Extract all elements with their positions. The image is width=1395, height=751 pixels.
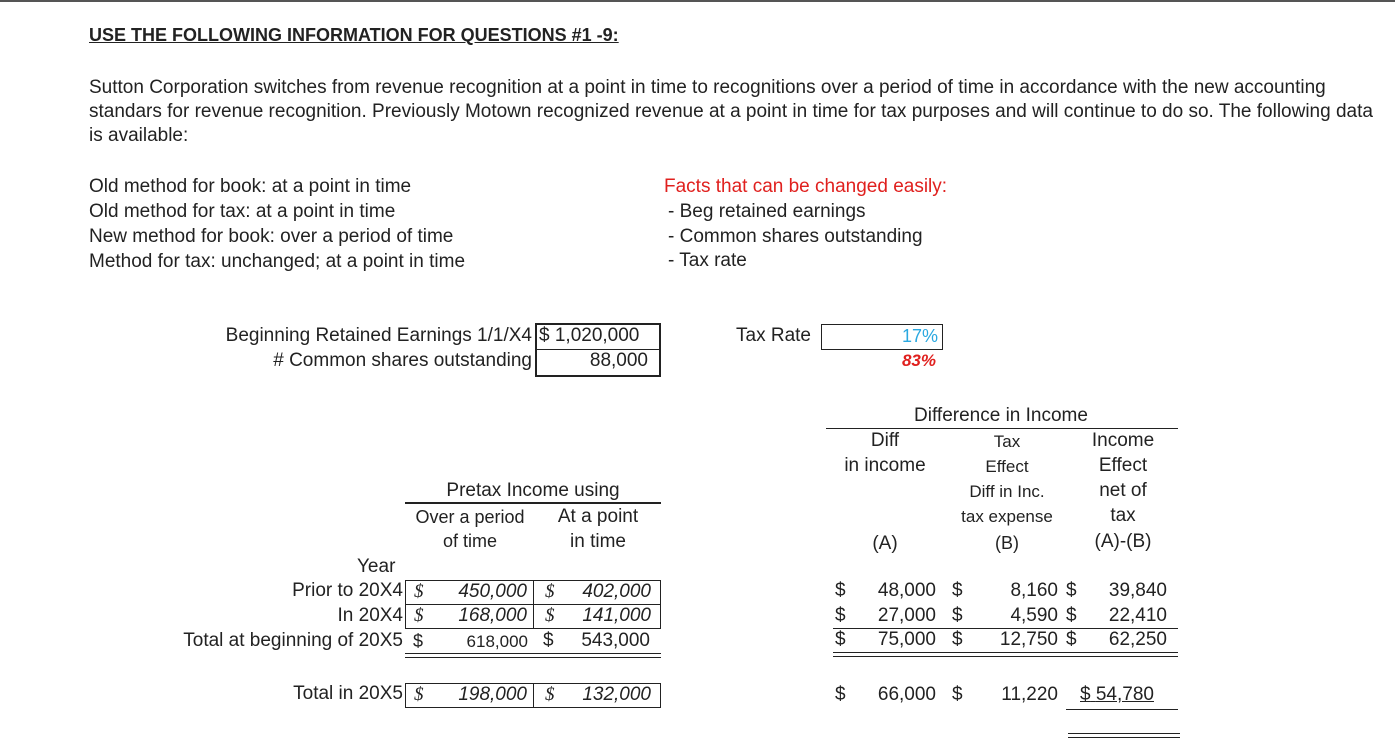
over-period-input[interactable] (405, 580, 534, 605)
intro-paragraph: Sutton Corporation switches from revenue recognition at a point in time to recognitions over a period of time in accordance with the new accounting standars for revenue recognition. Previously Motown recognized revenue at a point in time for tax purposes and will continue to do so. The following data is available: (89, 77, 1373, 146)
diff-b-value: 11,220 (1001, 684, 1058, 705)
total-underline (1066, 709, 1178, 710)
row-label: In 20X4 (337, 605, 403, 626)
double-underline (833, 652, 1178, 653)
dollar-sign: $ (952, 684, 963, 705)
dollar-sign: $ (835, 629, 846, 650)
over-period-value: 450,000 (458, 581, 527, 602)
colA-head: Diff (870, 430, 900, 451)
tax-rate-label: Tax Rate (736, 325, 811, 346)
total-over-value: 618,000 (466, 632, 528, 651)
colC-head: tax (1110, 505, 1136, 526)
shares-label: # Common shares outstanding (273, 350, 532, 371)
net-rate-value: 83% (901, 351, 936, 370)
diff-c-value: 54,780 (1095, 684, 1154, 705)
top-border-line (0, 0, 1395, 2)
over-period-value: 168,000 (458, 605, 527, 626)
diff-b-value: 4,590 (1010, 605, 1058, 626)
dollar-sign: $ (835, 684, 846, 705)
dollar-sign: $ (952, 605, 963, 626)
pretax-col2-head: in time (570, 531, 626, 552)
diff-a-value: 27,000 (877, 605, 936, 626)
diff-a-value: 75,000 (877, 629, 936, 650)
double-underline (1068, 737, 1180, 738)
pretax-title-underline (405, 502, 661, 504)
over-period-value: 198,000 (458, 684, 527, 705)
method-line: Method for tax: unchanged; at a point in time (89, 251, 466, 272)
colB-head: Effect (985, 457, 1029, 476)
tax-rate-value: 17% (901, 326, 938, 346)
facts-title: Facts that can be changed easily: (664, 176, 948, 197)
beg-re-label: Beginning Retained Earnings 1/1/X4 (225, 325, 532, 346)
dollar-sign: $ (952, 629, 963, 650)
colB-head: Diff in Inc. (969, 482, 1045, 501)
dollar-sign: $ (835, 580, 846, 601)
pretax-col2-head: At a point (557, 506, 639, 527)
facts-item: - Common shares outstanding (668, 226, 923, 247)
diff-c-value: 22,410 (1108, 605, 1167, 626)
tax-rate-input[interactable] (821, 324, 943, 350)
dollar-sign: $ (1066, 629, 1077, 650)
diff-a-value: 48,000 (877, 580, 936, 601)
facts-item: - Beg retained earnings (668, 201, 866, 222)
point-in-time-value: 132,000 (582, 684, 651, 705)
dollar-sign: $ (952, 580, 963, 601)
double-underline (405, 653, 661, 654)
point-in-time-input[interactable] (533, 580, 661, 605)
pretax-col1-head: Over a period (415, 507, 525, 527)
diff-b-value: 12,750 (999, 629, 1058, 650)
method-line: Old method for tax: at a point in time (89, 201, 396, 222)
diff-c-value: 39,840 (1108, 580, 1167, 601)
beg-re-input[interactable] (539, 325, 655, 347)
method-line: Old method for book: at a point in time (89, 176, 412, 197)
colC-head: (A)-(B) (1094, 531, 1152, 552)
method-line: New method for book: over a period of time (89, 226, 454, 247)
facts-item: - Tax rate (668, 250, 747, 271)
dollar-sign: $ (413, 631, 424, 651)
total-point-value: 543,000 (581, 630, 650, 651)
dollar-sign: $ (414, 605, 424, 626)
year-label: Year (357, 556, 396, 577)
colC-head: Effect (1098, 455, 1148, 476)
point-in-time-value: 402,000 (582, 581, 651, 602)
dollar-sign: $ (543, 630, 554, 651)
dollar-sign: $ (414, 684, 424, 705)
shares-value: 88,000 (589, 350, 648, 371)
beg-re-value: $ 1,020,000 (539, 325, 640, 346)
point-in-time-input[interactable] (533, 604, 661, 629)
dollar-sign: $ (545, 605, 555, 626)
row-label: Total at beginning of 20X5 (183, 630, 403, 651)
colB-head: tax expense (961, 507, 1053, 526)
dollar-sign: $ (414, 581, 424, 602)
double-underline (833, 656, 1178, 657)
dollar-sign: $ (545, 684, 555, 705)
colA-head: in income (844, 455, 926, 476)
shares-input[interactable] (539, 350, 648, 372)
row-label: Prior to 20X4 (292, 580, 403, 601)
diff-c-total-20x5 (1080, 684, 1154, 706)
over-period-input[interactable] (405, 604, 534, 629)
over-period-input[interactable] (405, 683, 534, 708)
colC-head: Income (1091, 430, 1155, 451)
row-label: Total in 20X5 (293, 683, 403, 704)
diff-title: Difference in Income (914, 405, 1088, 426)
colB-head: (B) (995, 533, 1019, 553)
colB-head: Tax (993, 432, 1021, 451)
diff-a-value: 66,000 (877, 684, 936, 705)
double-underline (405, 657, 661, 658)
dollar-sign: $ (545, 581, 555, 602)
colA-head: (A) (872, 533, 898, 554)
dollar-sign: $ (1066, 605, 1077, 626)
colC-head: net of (1099, 480, 1147, 501)
diff-c-value: 62,250 (1108, 629, 1167, 650)
dollar-sign: $ (1066, 580, 1077, 601)
dollar-sign: $ (835, 605, 846, 626)
diff-title-underline (826, 428, 1178, 429)
point-in-time-value: 141,000 (582, 605, 651, 626)
dollar-sign: $ (1080, 684, 1091, 705)
point-in-time-input[interactable] (533, 683, 661, 708)
pretax-title: Pretax Income using (446, 480, 620, 501)
pretax-col1-head: of time (442, 531, 498, 551)
diff-b-value: 8,160 (1010, 580, 1058, 601)
double-underline (1068, 733, 1180, 734)
page-heading: USE THE FOLLOWING INFORMATION FOR QUESTIONS #1 -9: (89, 25, 619, 45)
